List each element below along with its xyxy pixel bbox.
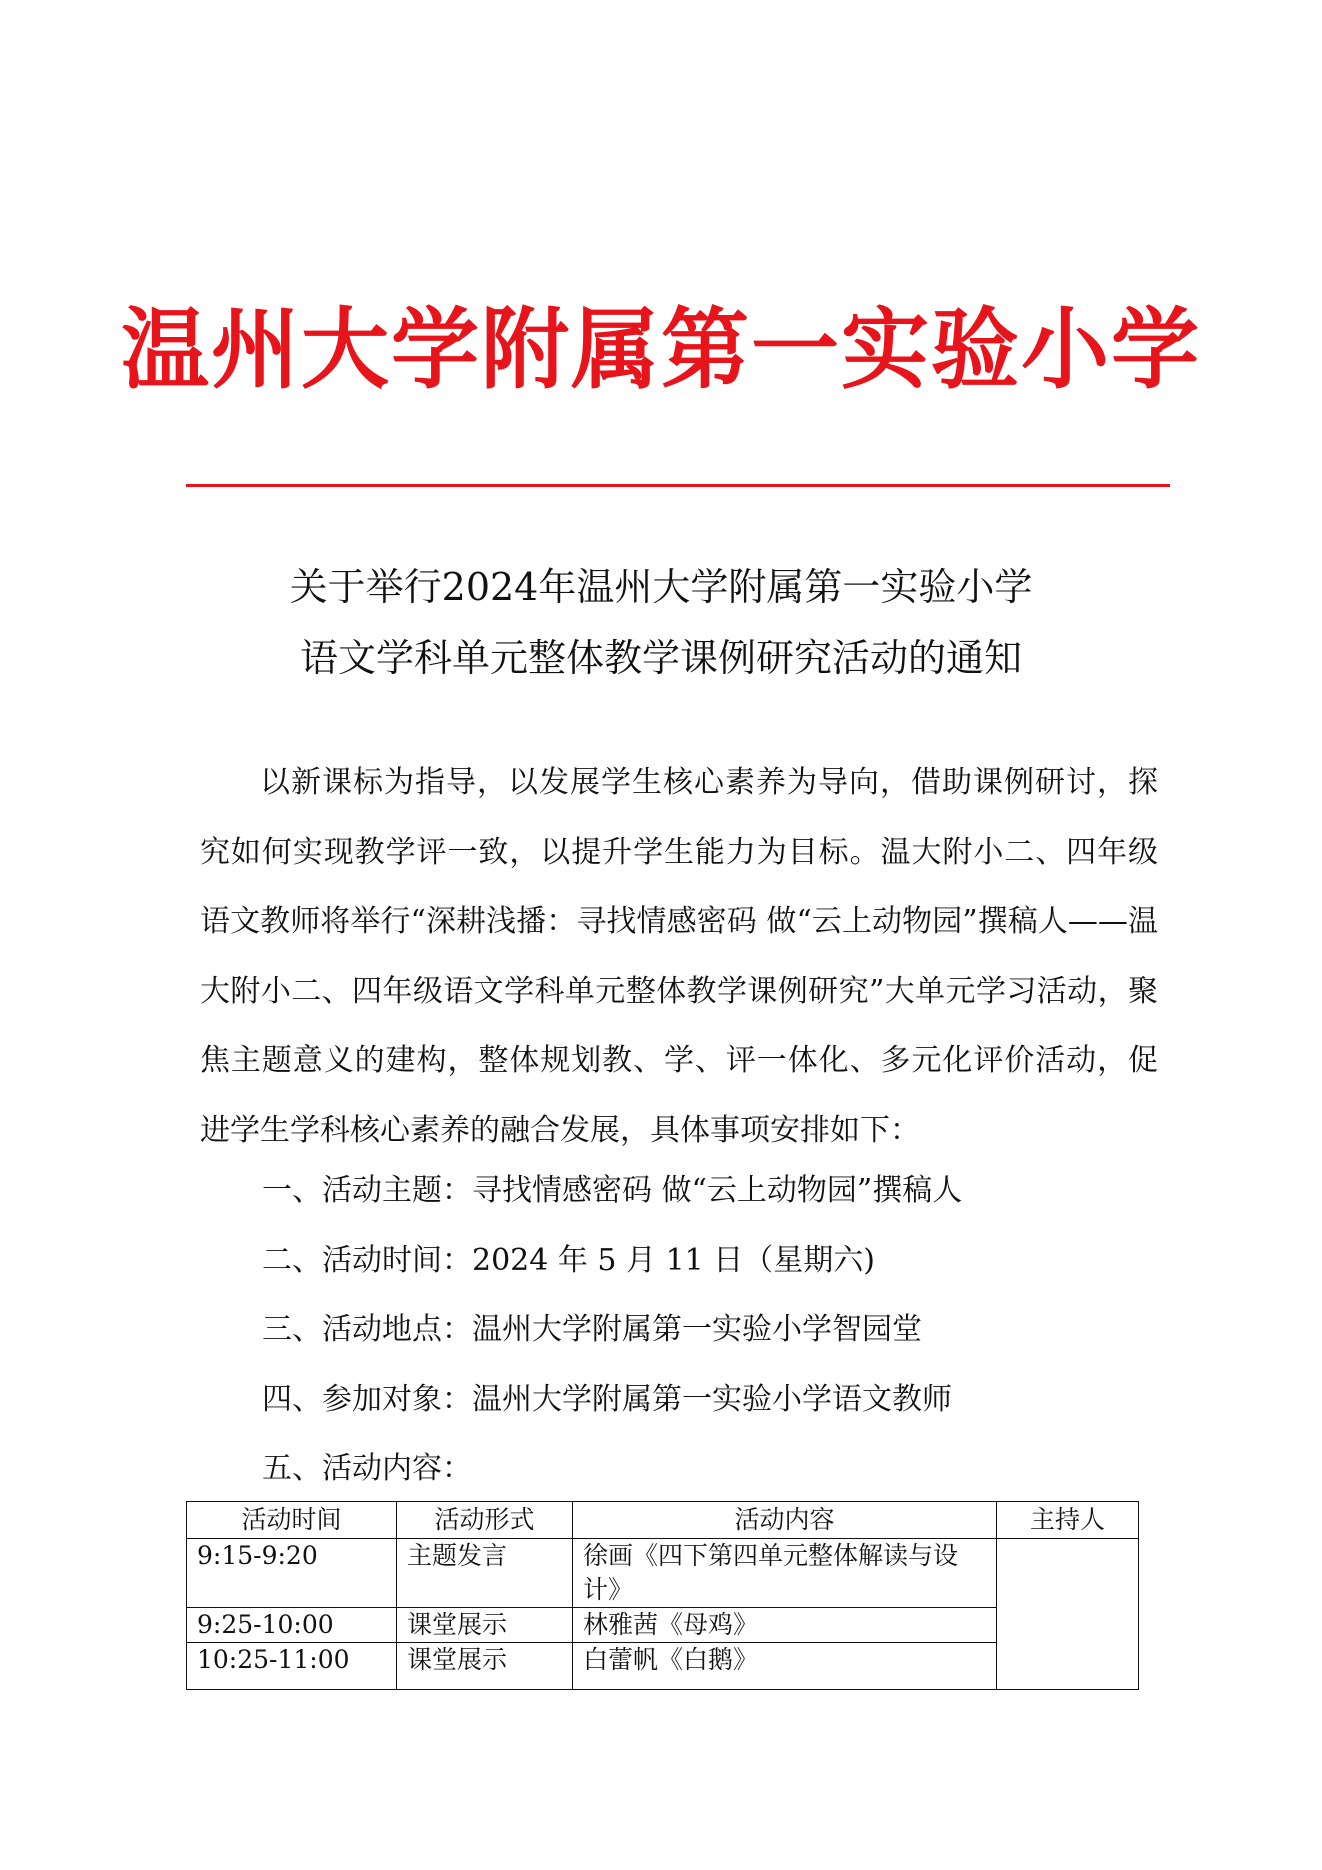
header-time: 活动时间 xyxy=(187,1502,397,1539)
row-form: 主题发言 xyxy=(397,1539,573,1608)
item-participants: 四、参加对象：温州大学附属第一实验小学语文教师 xyxy=(262,1381,952,1417)
table-row xyxy=(187,1539,1139,1608)
header-form: 活动形式 xyxy=(397,1502,573,1539)
header-host: 主持人 xyxy=(997,1502,1139,1539)
row-time: 10:25-11:00 xyxy=(187,1643,397,1690)
row-time: 9:25-10:00 xyxy=(187,1608,397,1643)
item-content-heading: 五、活动内容： xyxy=(262,1451,472,1486)
item-list xyxy=(262,1156,962,1504)
red-divider xyxy=(186,484,1170,487)
intro-text: 以新课标为指导，以发展学生核心素养为导向，借助课例研讨，探究如何实现教学评一致，以提升学生能力为目标。温大附小二、四年级语文教师将举行“深耕浅播：寻找情感密码 做“云上动物园”撰稿人——温大附小二、四年级语文学科单元整体教学课例研究”大单元学习活动，聚焦主题意义的建构，整体规划教、学、评一体化、多元化评价活动，促进学生学科核心素养的融合发展，具体事项安排如下： xyxy=(200,765,1158,1148)
schedule-table xyxy=(186,1501,1139,1690)
row-form: 课堂展示 xyxy=(397,1643,573,1690)
row-content: 林雅茜《母鸡》 xyxy=(573,1608,997,1643)
notice-title-line-2: 语文学科单元整体教学课例研究活动的通知 xyxy=(299,636,1022,680)
intro-paragraph xyxy=(200,748,1158,1165)
row-content: 徐画《四下第四单元整体解读与设计》 xyxy=(573,1539,997,1608)
letterhead-title: 温州大学附属第一实验小学 xyxy=(120,298,1201,401)
item-theme: 一、活动主题：寻找情感密码 做“云上动物园”撰稿人 xyxy=(262,1173,963,1208)
host-cell xyxy=(997,1539,1139,1690)
row-time: 9:15-9:20 xyxy=(187,1539,397,1608)
header-content: 活动内容 xyxy=(573,1502,997,1539)
table-row xyxy=(187,1643,1139,1690)
table-header-row xyxy=(187,1502,1139,1539)
table-row xyxy=(187,1608,1139,1643)
item-location: 三、活动地点：温州大学附属第一实验小学智园堂 xyxy=(262,1312,922,1347)
notice-title-line-1: 关于举行2024年温州大学附属第一实验小学 xyxy=(289,565,1033,609)
item-time: 二、活动时间：2024 年 5 月 11 日（星期六) xyxy=(262,1242,875,1278)
row-form: 课堂展示 xyxy=(397,1608,573,1643)
row-content: 白蕾帆《白鹅》 xyxy=(573,1643,997,1690)
